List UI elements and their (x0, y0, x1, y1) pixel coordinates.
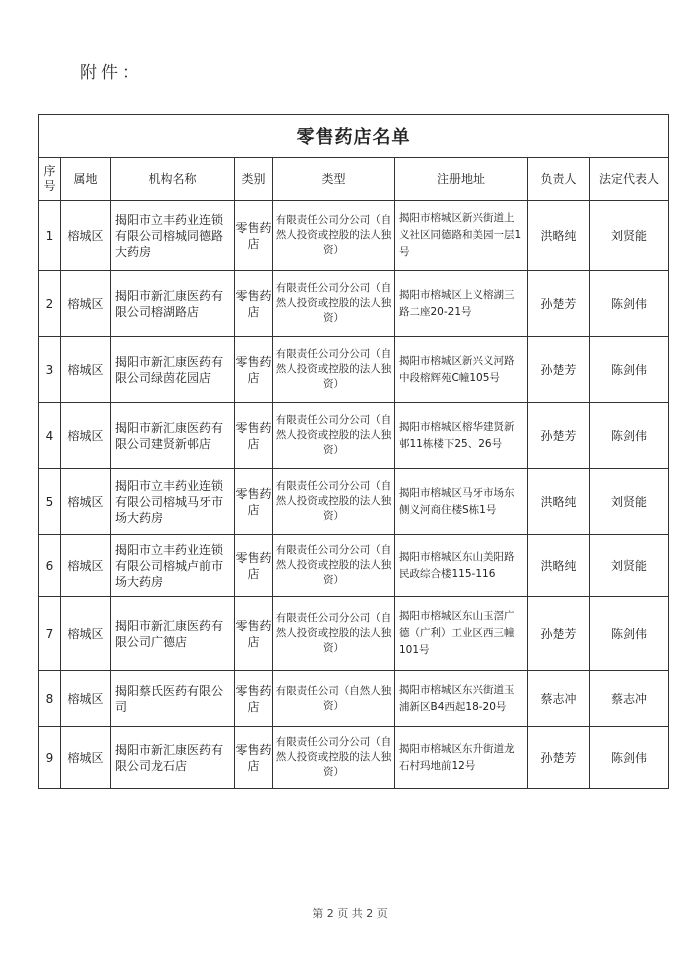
table-row (39, 271, 669, 337)
row-manager: 洪略纯 (528, 201, 590, 271)
header-cell: 机构名称 (111, 158, 235, 201)
row-org-name: 揭阳市立丰药业连锁有限公司榕城同德路大药房 (111, 201, 235, 271)
row-type: 有限责任公司分公司（自然人投资或控股的法人独资） (273, 337, 395, 403)
row-region: 榕城区 (61, 469, 111, 535)
row-org-name: 揭阳蔡氏医药有限公司 (111, 671, 235, 727)
row-region: 榕城区 (61, 727, 111, 789)
page-footer: 第 2 页 共 2 页 (312, 907, 388, 920)
row-type: 有限责任公司分公司（自然人投资或控股的法人独资） (273, 597, 395, 671)
row-org-name: 揭阳市新汇康医药有限公司榕湖路店 (111, 271, 235, 337)
row-category: 零售药店 (235, 201, 273, 271)
row-category: 零售药店 (235, 597, 273, 671)
row-manager: 孙楚芳 (528, 727, 590, 789)
row-number: 5 (39, 469, 61, 535)
table-title: 零售药店名单 (39, 115, 669, 158)
row-category: 零售药店 (235, 671, 273, 727)
header-cell: 属地 (61, 158, 111, 201)
row-manager: 孙楚芳 (528, 403, 590, 469)
row-legal-rep: 陈剑伟 (590, 337, 669, 403)
row-category: 零售药店 (235, 727, 273, 789)
row-category: 零售药店 (235, 535, 273, 597)
row-number: 4 (39, 403, 61, 469)
row-org-name: 揭阳市新汇康医药有限公司龙石店 (111, 727, 235, 789)
row-legal-rep: 陈剑伟 (590, 597, 669, 671)
row-manager: 孙楚芳 (528, 337, 590, 403)
row-address: 揭阳市榕城区东山美阳路民政综合楼115-116 (395, 535, 528, 597)
row-type: 有限责任公司分公司（自然人投资或控股的法人独资） (273, 727, 395, 789)
row-org-name: 揭阳市新汇康医药有限公司绿茵花园店 (111, 337, 235, 403)
row-number: 1 (39, 201, 61, 271)
row-address: 揭阳市榕城区新兴街道上义社区同德路和美园一层1号 (395, 201, 528, 271)
row-manager: 蔡志冲 (528, 671, 590, 727)
row-legal-rep: 刘贤能 (590, 469, 669, 535)
row-org-name: 揭阳市立丰药业连锁有限公司榕城卢前市场大药房 (111, 535, 235, 597)
row-category: 零售药店 (235, 403, 273, 469)
row-org-name: 揭阳市立丰药业连锁有限公司榕城马牙市场大药房 (111, 469, 235, 535)
row-address: 揭阳市榕城区东升街道龙石村玛地前12号 (395, 727, 528, 789)
row-region: 榕城区 (61, 403, 111, 469)
row-number: 2 (39, 271, 61, 337)
row-manager: 孙楚芳 (528, 597, 590, 671)
row-type: 有限责任公司分公司（自然人投资或控股的法人独资） (273, 535, 395, 597)
row-legal-rep: 刘贤能 (590, 201, 669, 271)
header-cell: 负责人 (528, 158, 590, 201)
row-type: 有限责任公司分公司（自然人投资或控股的法人独资） (273, 469, 395, 535)
row-org-name: 揭阳市新汇康医药有限公司建贤新邨店 (111, 403, 235, 469)
table-row (39, 201, 669, 271)
table-row (39, 535, 669, 597)
row-type: 有限责任公司分公司（自然人投资或控股的法人独资） (273, 201, 395, 271)
row-number: 7 (39, 597, 61, 671)
header-cell: 法定代表人 (590, 158, 669, 201)
header-cell: 注册地址 (395, 158, 528, 201)
row-address: 揭阳市榕城区新兴义河路中段榕辉苑C幢105号 (395, 337, 528, 403)
table-row (39, 727, 669, 789)
row-type: 有限责任公司分公司（自然人投资或控股的法人独资） (273, 403, 395, 469)
row-region: 榕城区 (61, 597, 111, 671)
row-manager: 孙楚芳 (528, 271, 590, 337)
table-row (39, 337, 669, 403)
row-address: 揭阳市榕城区上义榕湖三路二座20-21号 (395, 271, 528, 337)
row-category: 零售药店 (235, 469, 273, 535)
row-region: 榕城区 (61, 201, 111, 271)
row-address: 揭阳市榕城区马牙市场东侧义河商住楼S栋1号 (395, 469, 528, 535)
row-address: 揭阳市榕城区榕华建贤新邨11栋楼下25、26号 (395, 403, 528, 469)
row-region: 榕城区 (61, 271, 111, 337)
row-legal-rep: 陈剑伟 (590, 271, 669, 337)
row-region: 榕城区 (61, 535, 111, 597)
pharmacy-list-table (38, 114, 669, 789)
attachment-label: 附件： (80, 63, 143, 83)
row-category: 零售药店 (235, 337, 273, 403)
row-number: 6 (39, 535, 61, 597)
header-cell: 类别 (235, 158, 273, 201)
row-address: 揭阳市榕城区东山玉滘广德（广利）工业区西三幢101号 (395, 597, 528, 671)
header-cell: 序号 (39, 158, 61, 201)
table-row (39, 597, 669, 671)
row-category: 零售药店 (235, 271, 273, 337)
header-cell: 类型 (273, 158, 395, 201)
table-row (39, 671, 669, 727)
table-row (39, 469, 669, 535)
row-region: 榕城区 (61, 337, 111, 403)
row-number: 8 (39, 671, 61, 727)
row-legal-rep: 陈剑伟 (590, 403, 669, 469)
row-type: 有限责任公司（自然人独资） (273, 671, 395, 727)
row-number: 3 (39, 337, 61, 403)
row-type: 有限责任公司分公司（自然人投资或控股的法人独资） (273, 271, 395, 337)
row-legal-rep: 陈剑伟 (590, 727, 669, 789)
row-number: 9 (39, 727, 61, 789)
row-org-name: 揭阳市新汇康医药有限公司广德店 (111, 597, 235, 671)
header-row (39, 158, 669, 201)
row-legal-rep: 刘贤能 (590, 535, 669, 597)
row-address: 揭阳市榕城区东兴街道玉浦新区B4西起18-20号 (395, 671, 528, 727)
table-row (39, 403, 669, 469)
row-manager: 洪略纯 (528, 469, 590, 535)
row-legal-rep: 蔡志冲 (590, 671, 669, 727)
row-region: 榕城区 (61, 671, 111, 727)
row-manager: 洪略纯 (528, 535, 590, 597)
